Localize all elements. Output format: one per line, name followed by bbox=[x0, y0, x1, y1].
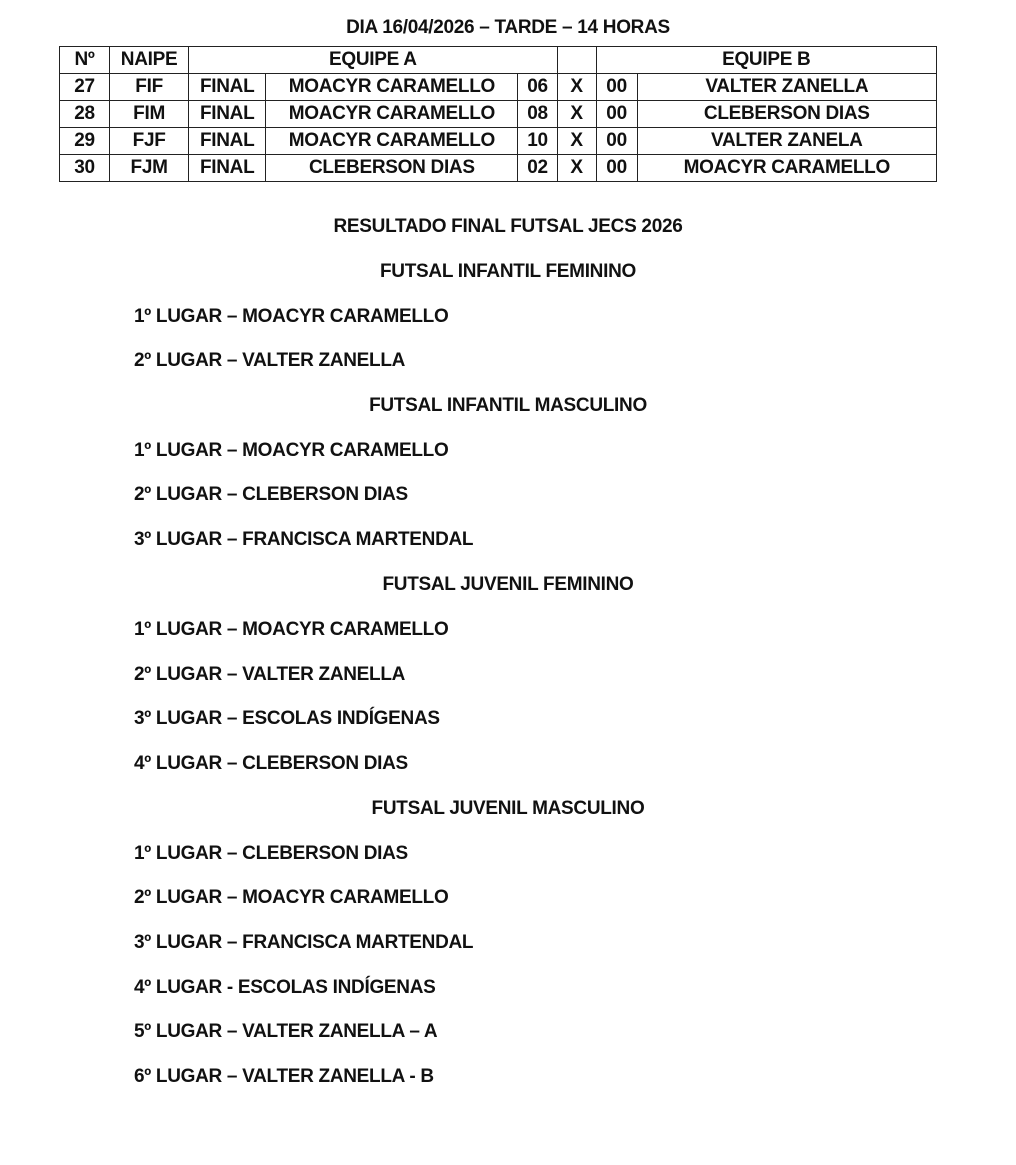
games-table bbox=[59, 46, 937, 182]
row-naipe: FIM bbox=[110, 101, 189, 128]
row-score-a: 02 bbox=[518, 155, 557, 182]
row-score-b: 00 bbox=[596, 155, 637, 182]
category-title: FUTSAL JUVENIL MASCULINO bbox=[371, 798, 645, 819]
category-title: FUTSAL JUVENIL FEMININO bbox=[382, 574, 634, 595]
row-team-b: VALTER ZANELLA bbox=[637, 74, 936, 101]
placement-item: 1º LUGAR – MOACYR CARAMELLO bbox=[134, 619, 449, 640]
placement-item: 1º LUGAR – MOACYR CARAMELLO bbox=[134, 440, 449, 461]
row-score-b: 00 bbox=[596, 74, 637, 101]
row-score-a: 08 bbox=[518, 101, 557, 128]
row-fase: FINAL bbox=[189, 128, 266, 155]
row-vs: X bbox=[557, 155, 596, 182]
row-team-a: MOACYR CARAMELLO bbox=[266, 128, 518, 155]
placement-item: 3º LUGAR – FRANCISCA MARTENDAL bbox=[134, 932, 474, 953]
placement-item: 2º LUGAR – VALTER ZANELLA bbox=[134, 664, 406, 685]
row-fase: FINAL bbox=[189, 155, 266, 182]
placement-item: 3º LUGAR – FRANCISCA MARTENDAL bbox=[134, 529, 474, 550]
placement-item: 2º LUGAR – VALTER ZANELLA bbox=[134, 350, 406, 371]
row-team-a: MOACYR CARAMELLO bbox=[266, 74, 518, 101]
table-row bbox=[60, 155, 937, 182]
row-fase: FINAL bbox=[189, 101, 266, 128]
table-row bbox=[60, 128, 937, 155]
placement-item: 3º LUGAR – ESCOLAS INDÍGENAS bbox=[134, 708, 440, 729]
row-num: 30 bbox=[60, 155, 110, 182]
row-score-b: 00 bbox=[596, 101, 637, 128]
row-team-b: CLEBERSON DIAS bbox=[637, 101, 936, 128]
row-team-a: MOACYR CARAMELLO bbox=[266, 101, 518, 128]
placement-item: 4º LUGAR - ESCOLAS INDÍGENAS bbox=[134, 977, 436, 998]
table-title: DIA 16/04/2026 – TARDE – 14 HORAS bbox=[346, 17, 670, 38]
placement-item: 1º LUGAR – CLEBERSON DIAS bbox=[134, 843, 408, 864]
table-header-row bbox=[60, 47, 937, 74]
placement-item: 1º LUGAR – MOACYR CARAMELLO bbox=[134, 306, 449, 327]
row-score-b: 00 bbox=[596, 128, 637, 155]
row-num: 27 bbox=[60, 74, 110, 101]
header-equipe-b: EQUIPE B bbox=[596, 47, 936, 74]
category-title: FUTSAL INFANTIL MASCULINO bbox=[369, 395, 647, 416]
row-num: 29 bbox=[60, 128, 110, 155]
table-row bbox=[60, 101, 937, 128]
row-naipe: FJM bbox=[110, 155, 189, 182]
placement-item: 6º LUGAR – VALTER ZANELLA - B bbox=[134, 1066, 434, 1087]
row-vs: X bbox=[557, 101, 596, 128]
header-vs-blank bbox=[557, 47, 596, 74]
results-title: RESULTADO FINAL FUTSAL JECS 2026 bbox=[333, 216, 683, 237]
row-fase: FINAL bbox=[189, 74, 266, 101]
placement-item: 4º LUGAR – CLEBERSON DIAS bbox=[134, 753, 408, 774]
row-score-a: 10 bbox=[518, 128, 557, 155]
row-naipe: FJF bbox=[110, 128, 189, 155]
header-num: Nº bbox=[60, 47, 110, 74]
header-naipe: NAIPE bbox=[110, 47, 189, 74]
row-team-a: CLEBERSON DIAS bbox=[266, 155, 518, 182]
row-team-b: VALTER ZANELA bbox=[637, 128, 936, 155]
row-naipe: FIF bbox=[110, 74, 189, 101]
row-vs: X bbox=[557, 74, 596, 101]
table-row bbox=[60, 74, 937, 101]
placement-item: 5º LUGAR – VALTER ZANELLA – A bbox=[134, 1021, 438, 1042]
placement-item: 2º LUGAR – CLEBERSON DIAS bbox=[134, 484, 408, 505]
row-score-a: 06 bbox=[518, 74, 557, 101]
row-vs: X bbox=[557, 128, 596, 155]
header-equipe-a: EQUIPE A bbox=[189, 47, 557, 74]
row-num: 28 bbox=[60, 101, 110, 128]
row-team-b: MOACYR CARAMELLO bbox=[637, 155, 936, 182]
placement-item: 2º LUGAR – MOACYR CARAMELLO bbox=[134, 887, 449, 908]
category-title: FUTSAL INFANTIL FEMININO bbox=[380, 261, 636, 282]
